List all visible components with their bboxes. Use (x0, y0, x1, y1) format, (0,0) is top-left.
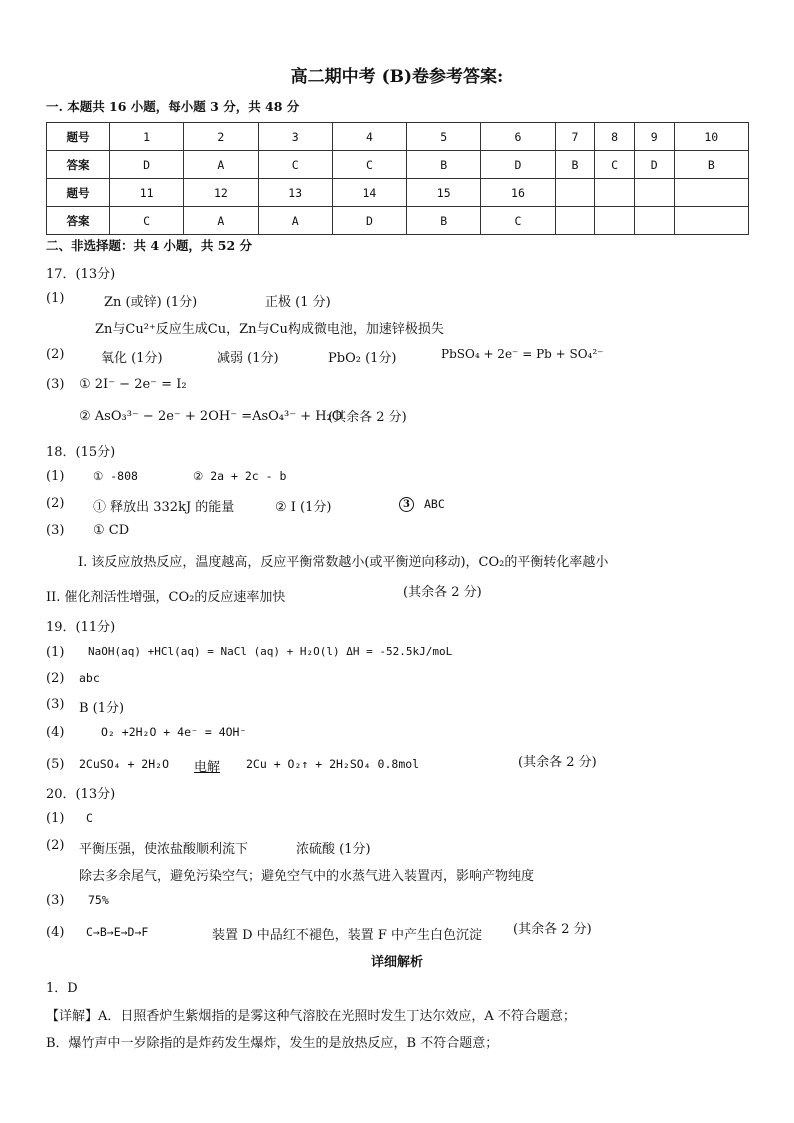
answer-label: 答案 (47, 207, 110, 235)
q17-note: (其余各 2 分) (328, 410, 407, 425)
table-cell: C (258, 151, 332, 179)
q19-p5-num: (5) (46, 757, 65, 772)
q17-p3-b: ② AsO₃³⁻ − 2e⁻ + 2OH⁻ =AsO₄³⁻ + H₂O (79, 409, 343, 424)
detail-line-a: 【详解】A．日照香炉生紫烟指的是雾这种气溶胶在光照时发生丁达尔效应，A 不符合题意； (46, 1009, 576, 1024)
q18-p2-c: ABC (424, 497, 445, 511)
table-cell: D (332, 207, 406, 235)
table-cell: 11 (110, 179, 184, 207)
q19-note: (其余各 2 分) (518, 755, 597, 770)
q20-p1-num: (1) (46, 811, 65, 826)
detail-heading: 详细解析 (370, 955, 423, 970)
table-cell: B (407, 207, 481, 235)
electrolysis-condition: 电解 (194, 760, 221, 775)
q18-p3-a: ① CD (93, 523, 130, 538)
table-cell: D (110, 151, 184, 179)
table-row (47, 207, 749, 235)
q19-p2-num: (2) (46, 671, 65, 686)
q19-p2: abc (79, 671, 100, 685)
q19-p1: NaOH(aq) +HCl(aq) = NaCl (aq) + H₂O(l) ΔH = -52.5kJ/moL (88, 645, 453, 658)
table-cell: 15 (407, 179, 481, 207)
table-cell: A (184, 151, 258, 179)
table-cell: 13 (258, 179, 332, 207)
q20-p4-a: C→B→E→D→F (86, 925, 149, 939)
q19-p4-num: (4) (46, 725, 65, 740)
section1-heading: 一. 本题共 16 小题，每小题 3 分，共 48 分 (46, 99, 300, 114)
q18-p1-b: ② 2a + 2c - b (193, 469, 287, 483)
detail-line-b: B．爆竹声中一岁除指的是炸药发生爆炸，发生的是放热反应，B 不符合题意； (46, 1036, 499, 1051)
q18-p1-num: (1) (46, 469, 65, 484)
q19-p1-num: (1) (46, 645, 65, 660)
table-cell: 5 (407, 123, 481, 151)
table-cell: 3 (258, 123, 332, 151)
table-cell (634, 179, 674, 207)
q17-p2-num: (2) (46, 347, 65, 362)
q19-p5-cond (194, 756, 244, 775)
table-cell (555, 179, 595, 207)
table-cell (634, 207, 674, 235)
q20-p4-num: (4) (46, 925, 65, 940)
q18-note: (其余各 2 分) (403, 585, 482, 600)
q20-p3: 75% (88, 893, 109, 907)
table-cell: 2 (184, 123, 258, 151)
q20-p2-c: 除去多余尾气，避免污染空气；避免空气中的水蒸气进入装置丙，影响产物纯度 (79, 869, 535, 884)
table-cell: D (481, 151, 555, 179)
q18-p1-a: ① -808 (93, 469, 138, 483)
q17-p3-num: (3) (46, 377, 65, 392)
table-cell (674, 179, 748, 207)
q17-p3-a: ① 2I⁻ − 2e⁻ = I₂ (79, 377, 187, 392)
q18-p2-c-marker (399, 496, 414, 512)
table-cell: 16 (481, 179, 555, 207)
q18-p2-num: (2) (46, 496, 65, 511)
q18-line2: II. 催化剂活性增强，CO₂的反应速率加快 (46, 590, 286, 605)
q17-heading: 17．(13分) (46, 267, 116, 282)
table-cell: 12 (184, 179, 258, 207)
q17-p2-c: PbO₂ (1分) (328, 351, 397, 366)
q18-p2-a: ① 释放出 332kJ 的能量 (93, 500, 235, 515)
answer-table (46, 122, 749, 235)
table-cell: C (481, 207, 555, 235)
table-cell: A (184, 207, 258, 235)
table-cell: B (555, 151, 595, 179)
q20-p2-num: (2) (46, 838, 65, 853)
table-cell: 1 (110, 123, 184, 151)
q18-p3-num: (3) (46, 523, 65, 538)
table-cell: C (332, 151, 406, 179)
q17-p2-a: 氧化 (1分) (101, 351, 163, 366)
table-cell (555, 207, 595, 235)
table-cell (595, 207, 635, 235)
q20-note: (其余各 2 分) (513, 922, 592, 937)
answer-label: 答案 (47, 151, 110, 179)
table-cell: 7 (555, 123, 595, 151)
q17-p1-b: 正极 (1 分) (265, 295, 331, 310)
header-label: 题号 (47, 123, 110, 151)
q17-p2-b: 减弱 (1分) (217, 351, 279, 366)
q20-p1: C (86, 811, 93, 825)
table-row (47, 123, 749, 151)
q18-p2-b: ② I (1分) (275, 500, 332, 515)
q19-p3: B (1分) (79, 701, 125, 716)
q19-p5-a: 2CuSO₄ + 2H₂O (79, 757, 170, 771)
q19-heading: 19．(11分) (46, 620, 116, 635)
q18-heading: 18．(15分) (46, 445, 116, 460)
page-title: 高二期中考 (B)卷参考答案: (290, 67, 504, 87)
q20-p2-a: 平衡压强，使浓盐酸顺利流下 (79, 842, 249, 857)
section2-heading: 二、非选择题：共 4 小题，共 52 分 (46, 238, 253, 253)
q17-p1-c: Zn与Cu²⁺反应生成Cu，Zn与Cu构成微电池，加速锌极损失 (95, 322, 444, 337)
table-cell: 6 (481, 123, 555, 151)
detail-q1: 1．D (46, 981, 78, 996)
table-cell: 14 (332, 179, 406, 207)
q18-line1: I. 该反应放热反应，温度越高，反应平衡常数越小(或平衡逆向移动)，CO₂的平衡转化率越小 (78, 555, 609, 570)
table-cell: B (674, 151, 748, 179)
q19-p3-num: (3) (46, 697, 65, 712)
q17-p2-d: PbSO₄ + 2e⁻ = Pb + SO₄²⁻ (441, 347, 604, 361)
table-cell: 8 (595, 123, 635, 151)
q20-p4-b: 装置 D 中品红不褪色，装置 F 中产生白色沉淀 (212, 928, 482, 943)
table-row (47, 151, 749, 179)
table-cell: 4 (332, 123, 406, 151)
table-cell: D (634, 151, 674, 179)
q17-p1-a: Zn (或锌) (1分) (104, 295, 198, 310)
q20-heading: 20．(13分) (46, 787, 116, 802)
table-cell (595, 179, 635, 207)
table-cell: 9 (634, 123, 674, 151)
table-cell: C (110, 207, 184, 235)
header-label: 题号 (47, 179, 110, 207)
q19-p4: O₂ +2H₂O + 4e⁻ = 4OH⁻ (101, 725, 247, 739)
table-cell: C (595, 151, 635, 179)
circled-number-icon: 3 (399, 497, 414, 512)
q20-p2-b: 浓硫酸 (1分) (296, 842, 371, 857)
table-cell: B (407, 151, 481, 179)
q17-p1-num: (1) (46, 291, 65, 306)
table-cell (674, 207, 748, 235)
table-row (47, 179, 749, 207)
table-cell: 10 (674, 123, 748, 151)
table-cell: A (258, 207, 332, 235)
q19-p5-b: 2Cu + O₂↑ + 2H₂SO₄ 0.8mol (246, 757, 420, 771)
q20-p3-num: (3) (46, 893, 65, 908)
